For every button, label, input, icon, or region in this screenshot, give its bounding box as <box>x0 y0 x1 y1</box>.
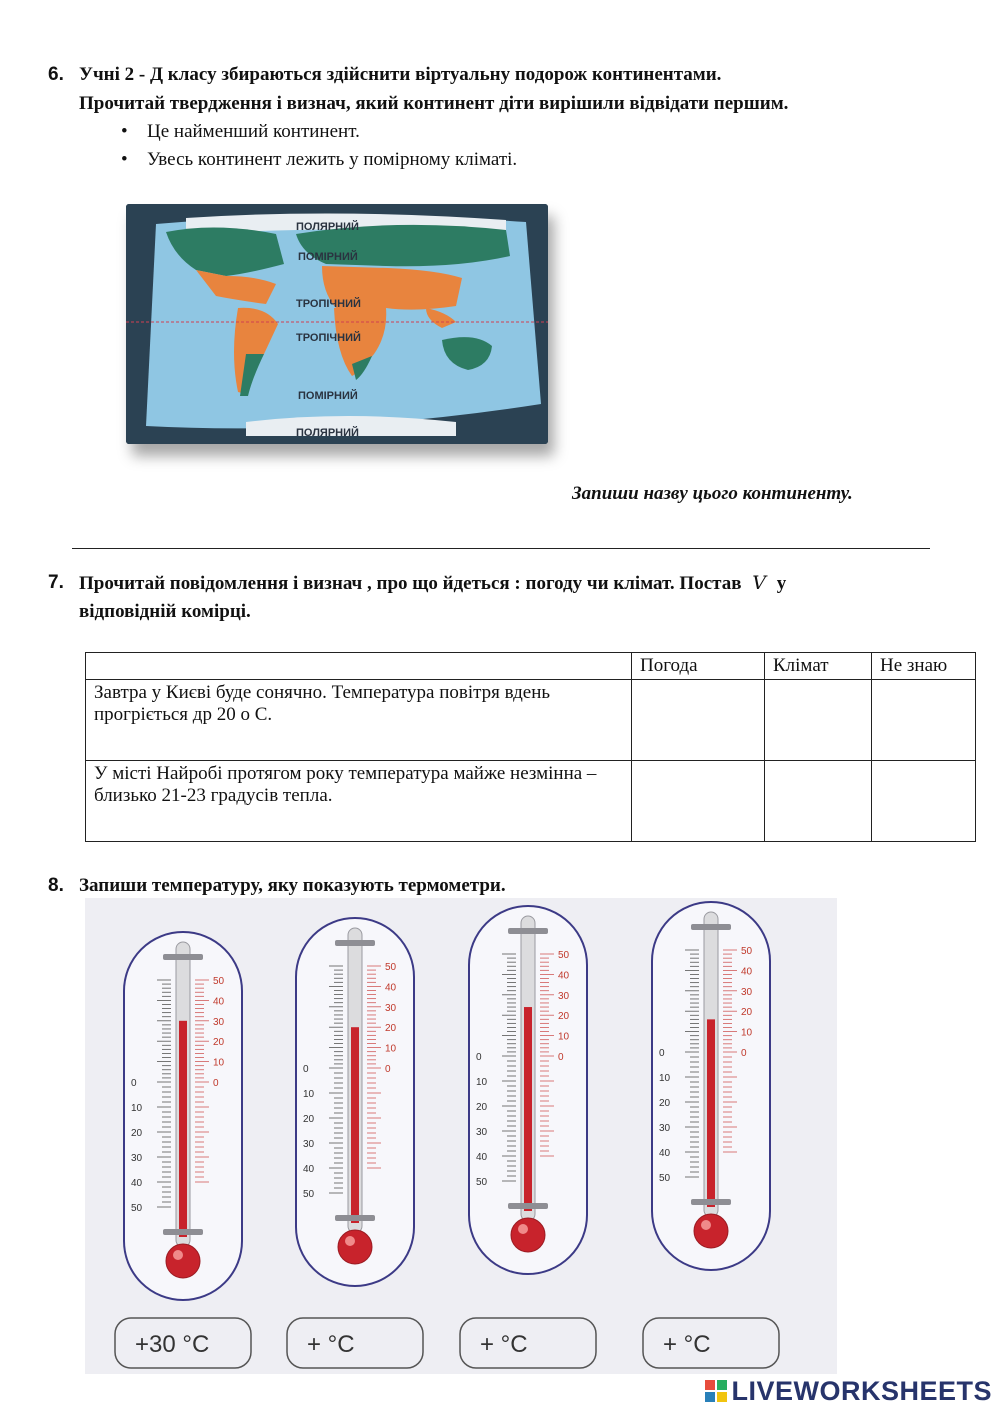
q6-bullet-list <box>117 118 517 174</box>
scale-label-positive: 50 <box>741 946 753 957</box>
scale-label-positive: 30 <box>385 1002 397 1014</box>
map-label-polar-top: ПОЛЯРНИЙ <box>296 221 359 233</box>
scale-label-negative: 20 <box>131 1128 143 1139</box>
top-clip <box>691 924 731 930</box>
map-label-polar-bottom: ПОЛЯРНИЙ <box>296 427 359 439</box>
q6-bullet-1: • Це найменший континент. <box>117 118 517 146</box>
bottom-clip <box>508 1203 548 1209</box>
thermometer-2 <box>287 918 423 1368</box>
bottom-clip <box>163 1229 203 1235</box>
q8-title: Запиши температуру, яку показують термометри. <box>79 875 506 896</box>
table-header-weather: Погода <box>632 653 765 680</box>
scale-label-positive: 50 <box>558 950 570 961</box>
thermometers-photo <box>85 898 837 1374</box>
q7-line-1 <box>79 572 786 595</box>
scale-label-positive: 20 <box>558 1011 570 1023</box>
table-header-climate: Клімат <box>765 653 872 680</box>
scale-label-positive: 40 <box>558 970 570 982</box>
table-row <box>86 680 976 761</box>
scale-label-positive: 0 <box>213 1078 219 1089</box>
scale-label-positive: 10 <box>385 1043 397 1055</box>
scale-label-positive: 20 <box>741 1007 753 1019</box>
scale-label-negative: 20 <box>659 1098 671 1109</box>
scale-label-negative: 0 <box>303 1064 309 1075</box>
thermometer-3 <box>460 906 596 1368</box>
table-row <box>86 761 976 842</box>
scale-label-negative: 0 <box>659 1048 665 1059</box>
scale-label-positive: 0 <box>385 1064 391 1075</box>
q6-line-1: Учні 2 - Д класу збираються здійснити віртуальну подорож континентами. <box>79 64 722 85</box>
scale-label-negative: 20 <box>303 1114 315 1125</box>
scale-label-negative: 40 <box>131 1178 143 1189</box>
q6-prompt: Запиши назву цього континенту. <box>572 483 853 504</box>
scale-label-negative: 40 <box>476 1152 488 1163</box>
mercury-column <box>351 1027 359 1223</box>
scale-label-negative: 40 <box>303 1164 315 1175</box>
thermometer-bulb <box>166 1244 200 1278</box>
bulb-highlight <box>701 1220 711 1230</box>
q7-number: 7. <box>48 572 64 593</box>
table-header-row <box>86 653 976 680</box>
thermometer-4 <box>643 902 779 1368</box>
answer-cell-dont-know-1[interactable] <box>872 680 976 761</box>
thermometer-bulb <box>511 1218 545 1252</box>
scale-label-negative: 50 <box>659 1173 671 1184</box>
scale-label-negative: 0 <box>131 1078 137 1089</box>
scale-label-positive: 40 <box>213 996 225 1008</box>
scale-label-negative: 0 <box>476 1052 482 1063</box>
mercury-column <box>707 1019 715 1207</box>
thermometer-1 <box>115 932 251 1368</box>
brand-name: LIVEWORKSHEETS <box>731 1376 992 1406</box>
scale-label-negative: 30 <box>659 1123 671 1134</box>
scale-label-negative: 10 <box>476 1077 488 1088</box>
map-label-tropical-top: ТРОПІЧНИЙ <box>296 298 361 310</box>
bulb-highlight <box>345 1236 355 1246</box>
scale-label-negative: 10 <box>131 1103 143 1114</box>
answer-cell-climate-2[interactable] <box>765 761 872 842</box>
bottom-clip <box>691 1199 731 1205</box>
q6-line-2: Прочитай твердження і визнач, який континент діти вирішили відвідати першим. <box>79 93 789 114</box>
answer-text: + °C <box>307 1331 355 1358</box>
scale-label-positive: 10 <box>558 1031 570 1043</box>
answer-text: +30 °C <box>135 1331 210 1358</box>
scale-label-negative: 50 <box>476 1177 488 1188</box>
q7-line-2: відповідній комірці. <box>79 601 251 622</box>
answer-cell-dont-know-2[interactable] <box>872 761 976 842</box>
table-header-dont-know: Не знаю <box>872 653 976 680</box>
bulb-highlight <box>518 1224 528 1234</box>
q6-number: 6. <box>48 64 64 85</box>
scale-label-negative: 30 <box>303 1139 315 1150</box>
scale-label-negative: 10 <box>303 1089 315 1100</box>
scale-label-positive: 0 <box>558 1052 564 1063</box>
table-header-blank <box>86 653 632 680</box>
map-label-tropical-bottom: ТРОПІЧНИЙ <box>296 332 361 344</box>
q7-line-1-end: у <box>776 573 787 594</box>
thermometer-bulb <box>694 1214 728 1248</box>
scale-label-positive: 40 <box>741 966 753 978</box>
liveworksheets-logo-icon <box>705 1380 727 1402</box>
check-mark-icon: V <box>752 572 766 594</box>
table-statement-1: Завтра у Києві буде сонячно. Температура повітря вдень прогріється др 20 о С. <box>86 680 632 761</box>
map-label-temperate-bottom: ПОМІРНИЙ <box>298 390 358 402</box>
mercury-column <box>524 1007 532 1211</box>
bulb-highlight <box>173 1250 183 1260</box>
scale-label-positive: 20 <box>213 1037 225 1049</box>
scale-label-positive: 50 <box>213 976 225 987</box>
answer-text: + °C <box>480 1331 528 1358</box>
table-statement-2: У місті Найробі протягом року температура майже незмінна – близько 21-23 градусів тепла. <box>86 761 632 842</box>
scale-label-positive: 50 <box>385 962 397 973</box>
scale-label-positive: 20 <box>385 1023 397 1035</box>
scale-label-negative: 40 <box>659 1148 671 1159</box>
scale-label-positive: 30 <box>558 990 570 1002</box>
top-clip <box>163 954 203 960</box>
climate-zones-map <box>126 204 548 444</box>
scale-label-negative: 10 <box>659 1073 671 1084</box>
scale-label-negative: 30 <box>131 1153 143 1164</box>
scale-label-positive: 10 <box>213 1057 225 1069</box>
q6-bullet-2: • Увесь континент лежить у помірному кліматі. <box>117 146 517 174</box>
thermometer-bulb <box>338 1230 372 1264</box>
scale-label-negative: 50 <box>303 1189 315 1200</box>
top-clip <box>335 940 375 946</box>
scale-label-positive: 10 <box>741 1027 753 1039</box>
map-label-temperate-top: ПОМІРНИЙ <box>298 251 358 263</box>
answer-cell-climate-1[interactable] <box>765 680 872 761</box>
top-clip <box>508 928 548 934</box>
answer-cell-weather-1[interactable] <box>632 680 765 761</box>
scale-label-negative: 30 <box>476 1127 488 1138</box>
scale-label-negative: 20 <box>476 1102 488 1113</box>
answer-text: + °C <box>663 1331 711 1358</box>
scale-label-positive: 40 <box>385 982 397 994</box>
scale-label-positive: 30 <box>741 986 753 998</box>
mercury-column <box>179 1021 187 1237</box>
scale-label-positive: 0 <box>741 1048 747 1059</box>
q8-number: 8. <box>48 875 64 896</box>
brand-logo <box>705 1376 992 1407</box>
scale-label-positive: 30 <box>213 1016 225 1028</box>
answer-cell-weather-2[interactable] <box>632 761 765 842</box>
q6-answer-line[interactable] <box>72 548 930 549</box>
q7-line-1-text: Прочитай повідомлення і визнач , про що йдеться : погоду чи клімат. Постав <box>79 573 742 594</box>
bottom-clip <box>335 1215 375 1221</box>
scale-label-negative: 50 <box>131 1203 143 1214</box>
weather-climate-table <box>85 652 976 842</box>
